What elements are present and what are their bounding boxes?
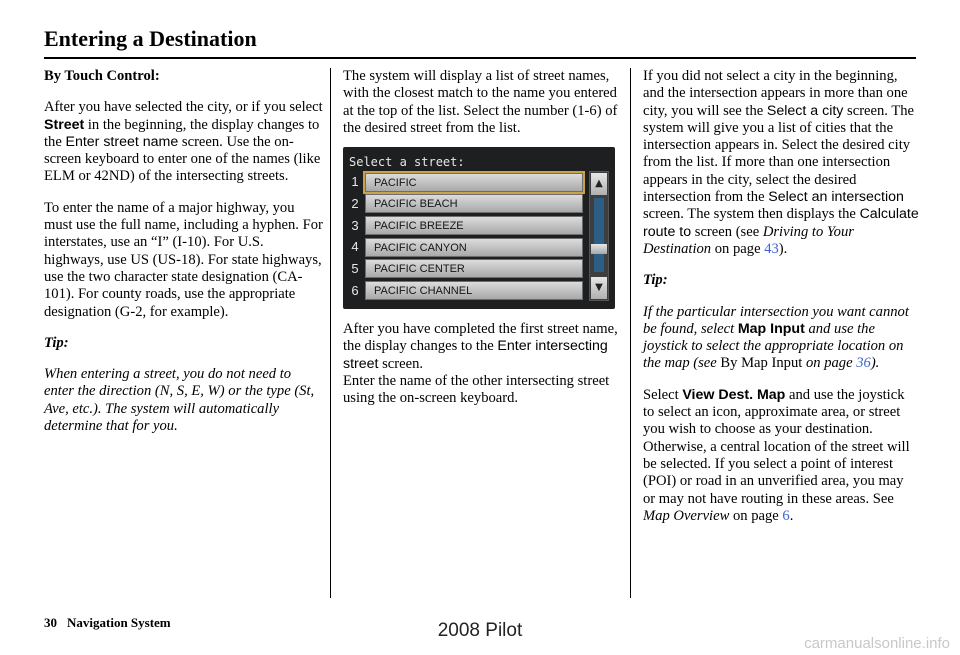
row-number: 5 — [351, 261, 359, 277]
watermark: carmanualsonline.info — [804, 635, 950, 652]
section-name: Navigation System — [67, 615, 171, 630]
street-row[interactable] — [345, 193, 583, 215]
street-button[interactable]: PACIFIC CANYON — [365, 238, 583, 257]
page-link[interactable]: 43 — [764, 240, 779, 257]
tip-text: When entering a street, you do not need to enter the direction (N, S, E, W) or the type (St, Ave, etc.). The system will automatically determine that for you. — [44, 366, 315, 435]
tip-label: Tip: — [643, 272, 668, 289]
ui-term-select-a-city: Select a city — [766, 102, 844, 119]
street-button[interactable]: PACIFIC BEACH — [365, 194, 583, 213]
cross-reference: Driving to Your Destination — [643, 223, 854, 257]
column-left — [44, 68, 324, 449]
street-row[interactable] — [345, 258, 583, 280]
screen-scrollbar[interactable] — [589, 171, 609, 301]
page-number: 30 — [44, 615, 57, 630]
column-divider — [330, 68, 331, 598]
model-label: 2008 Pilot — [437, 620, 523, 641]
tip-label: Tip: — [44, 334, 69, 351]
row-number: 2 — [351, 196, 359, 212]
ui-term-view-dest-map: View Dest. Map — [682, 386, 786, 403]
page-link[interactable]: 36 — [856, 355, 871, 372]
row-number: 4 — [351, 239, 359, 255]
scroll-up-arrow-icon[interactable]: ▲ — [591, 173, 607, 195]
tip-text: If the particular intersection you want cannot be found, select Map Input and use the joystick to select the appropriate location on the map (see By Map Input on page 36). — [643, 303, 909, 372]
paragraph-view-dest-map: Select View Dest. Map and use the joystick to select an icon, approximate area, or street you wish to choose as your destination. Otherwise, a central location of the street will be selected. If you select a point of interest (POI) or road in an unverified area, you may or may not have routing in these areas. See Map Overview on page 6. — [643, 386, 910, 524]
scroll-down-arrow-icon[interactable]: ▼ — [591, 277, 607, 299]
ui-term-enter-street-name: Enter street name — [65, 133, 179, 150]
ui-term-map-input: Map Input — [737, 320, 805, 337]
paragraph-street-list: The system will display a list of street names, with the closest match to the name you entered at the top of the list. Select the number (1-6) of the desired street from the list. — [343, 68, 618, 136]
street-button[interactable]: PACIFIC CHANNEL — [365, 281, 583, 300]
row-number: 3 — [351, 217, 359, 233]
street-button[interactable]: PACIFIC — [365, 173, 583, 192]
title-rule — [44, 57, 916, 59]
row-number: 1 — [351, 174, 359, 190]
paragraph-intersecting: After you have completed the first street name, the display changes to the Enter intersecting street screen. — [343, 321, 618, 372]
street-row[interactable] — [345, 236, 583, 258]
street-row[interactable] — [345, 215, 583, 237]
street-row[interactable] — [345, 280, 583, 302]
row-number: 6 — [351, 282, 359, 298]
ui-term-enter-intersecting-street: Enter intersecting street — [343, 338, 608, 372]
screen-title: Select a street: — [349, 155, 465, 170]
street-list — [345, 171, 583, 301]
scroll-track — [594, 198, 604, 272]
scroll-thumb[interactable] — [591, 244, 607, 254]
ui-term-street: Street — [44, 116, 85, 133]
street-button[interactable]: PACIFIC CENTER — [365, 259, 583, 278]
column-divider — [630, 68, 631, 598]
paragraph-touch-control: After you have selected the city, or if you select Street in the beginning, the display changes to the Enter street name screen. Use the on-screen keyboard to enter one of the names (like ELM or 42ND) of the intersecting streets. — [44, 99, 323, 185]
page-title: Entering a Destination — [44, 26, 257, 51]
paragraph-keyboard: Enter the name of the other intersecting street using the on-screen keyboard. — [343, 373, 610, 407]
ui-term-calculate-route-to: Calculate route to — [643, 206, 919, 240]
cross-reference: Map Overview — [643, 507, 730, 524]
column-right — [643, 68, 919, 539]
page-link[interactable]: 6 — [782, 507, 790, 524]
section-heading: By Touch Control: — [44, 68, 160, 84]
cross-reference: By Map Input — [720, 355, 803, 372]
navigation-screen — [343, 147, 615, 309]
ui-term-select-an-intersection: Select an intersection — [768, 189, 904, 206]
column-middle — [343, 68, 621, 422]
paragraph-highway: To enter the name of a major highway, you must use the full name, including a hyphen. For interstates, use an “I” (I-10). For U.S. highways, use US (US-18). For state highways, use the two character state designation (CA-101). For county roads, use the appropriate designation (G-2, for example). — [44, 199, 323, 320]
paragraph-select-city: If you did not select a city in the beginning, and the intersection appears in more than one city, you will see the Select a city screen. The system will give you a list of cities that the intersection appears in. Select the desired city from the list. If more than one intersection appears in the city, select the desired intersection from the Select an intersection screen. The system then displays the Calculate route to screen (see Driving to Your Destination on page 43). — [643, 68, 919, 257]
street-row[interactable] — [345, 171, 583, 193]
street-button[interactable]: PACIFIC BREEZE — [365, 216, 583, 235]
